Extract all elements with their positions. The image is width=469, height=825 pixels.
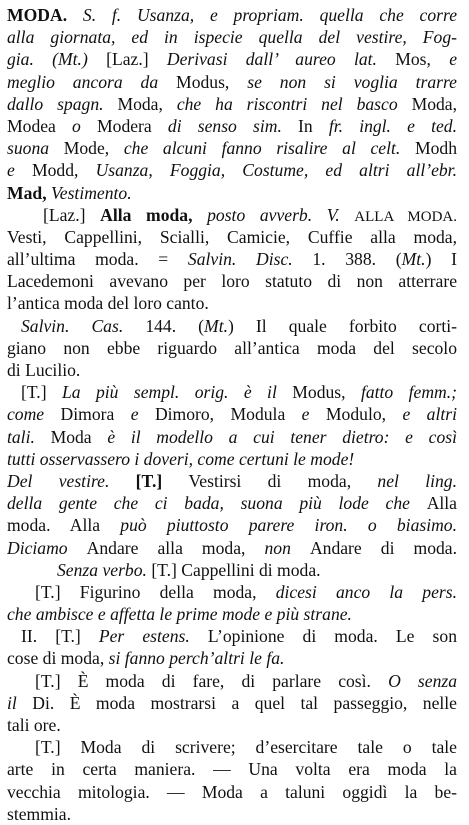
entry-line	[7, 692, 457, 714]
text-segment: giano non ebbe riguardo all’antica moda del secolo	[7, 337, 457, 358]
text-segment: stemmia.	[7, 803, 72, 824]
text-segment: [T.]	[35, 737, 81, 758]
entry-line	[7, 647, 457, 669]
entry-line	[7, 714, 457, 736]
text-segment: e	[301, 404, 326, 425]
text-segment: Figurino della moda,	[79, 581, 276, 602]
text-segment: Moda di scrivere; d’esercitare tale o tale	[80, 737, 457, 758]
text-segment: fr. ingl. e ted.	[328, 115, 457, 136]
text-segment: Senza verbo.	[57, 559, 152, 580]
text-segment: Modera	[97, 115, 168, 136]
text-segment: è il modello a cui tener dietro: e così	[107, 426, 457, 447]
entry-line	[7, 204, 457, 226]
text-segment: Dimoro,	[154, 404, 231, 425]
text-segment: [Laz.]	[43, 204, 101, 225]
text-segment: dicesi anco la pers.	[275, 581, 457, 602]
text-segment: può piuttosto parere iron. o biasimo.	[120, 515, 457, 536]
text-segment: È moda di fare, di parlare così.	[77, 670, 389, 691]
entry-line	[7, 625, 457, 647]
text-segment: ALLA MODA.	[354, 208, 457, 225]
text-segment: S. f. Usanza, e propriam. quella che corre	[67, 5, 457, 25]
text-segment: fatto femm.;	[360, 382, 457, 403]
text-segment: ) I	[425, 249, 457, 270]
entry-line	[7, 803, 457, 825]
text-segment: Salvin. Cas.	[21, 315, 146, 336]
text-segment: e	[449, 49, 457, 70]
entry-line	[7, 670, 457, 692]
text-segment: tali ore.	[7, 715, 61, 735]
text-segment: non	[264, 537, 310, 558]
text-segment: Per estens.	[98, 626, 208, 647]
text-segment: moda. Alla	[7, 515, 121, 536]
text-segment: tali.	[7, 426, 51, 447]
text-segment: L’opinione di moda. Le son	[207, 626, 457, 647]
text-segment: Alla moda,	[100, 204, 208, 225]
text-segment: [T.]	[21, 382, 62, 403]
text-segment: Modus,	[292, 382, 361, 403]
text-segment: Mode,	[63, 138, 124, 159]
text-segment: [T.]	[151, 559, 182, 580]
entry-line	[7, 71, 457, 93]
text-segment: Vestimento.	[50, 182, 132, 203]
text-segment: [T.]	[135, 470, 189, 491]
text-segment: o	[72, 115, 97, 136]
text-segment: Modula	[230, 404, 302, 425]
entry-line	[7, 559, 457, 581]
text-segment: ed altri all’ebr.	[325, 160, 457, 181]
text-segment: Modea	[7, 115, 73, 136]
text-segment: e	[130, 404, 155, 425]
text-segment: Salvin. Disc.	[187, 249, 313, 270]
text-segment: nel ling.	[377, 470, 457, 491]
entry-line	[7, 426, 457, 448]
entry-line	[7, 603, 457, 625]
entry-line	[7, 48, 457, 70]
text-segment: 1. 388. (	[312, 249, 402, 270]
text-segment: di senso sim.	[167, 115, 299, 136]
text-segment: Modd,	[31, 160, 96, 181]
entry-line	[7, 581, 457, 603]
text-segment: vecchia mitologia. — Moda a taluni oggidì la be-	[7, 781, 457, 802]
entry-line	[7, 381, 457, 403]
text-segment: Usanza, Foggia, Costume,	[95, 160, 326, 181]
text-segment: all’ultima moda. =	[7, 249, 188, 270]
text-segment: [T.]	[35, 581, 80, 602]
entry-line	[7, 292, 457, 314]
text-segment: La più sempl. orig. è il	[61, 382, 293, 403]
text-segment: Vesti, Cappellini, Scialli, Camicie, Cuffie alla moda,	[7, 226, 457, 247]
text-segment: Cappellini di moda.	[181, 559, 321, 580]
text-segment: della gente che ci bada, suona più lode che	[7, 493, 427, 514]
entry-line	[7, 448, 457, 470]
entry-line	[7, 248, 457, 270]
text-segment: gia. (Mt.)	[7, 49, 107, 70]
text-segment: che ambisce e affetta le prime mode e più strane.	[7, 604, 352, 625]
text-segment: Modulo,	[325, 404, 403, 425]
text-segment: Modus,	[176, 71, 248, 92]
text-segment: O senza	[388, 670, 457, 691]
text-segment: In	[298, 115, 329, 136]
text-segment: Mt.	[401, 249, 426, 270]
text-segment: Andare alla moda,	[86, 537, 265, 558]
entry-line	[7, 26, 457, 48]
entry-line	[7, 270, 457, 292]
text-segment: Del vestire.	[7, 470, 136, 491]
entry-line	[7, 182, 457, 204]
entry-line	[7, 337, 457, 359]
text-segment: II. [T.]	[21, 626, 99, 647]
text-segment: Vestirsi di moda,	[188, 470, 378, 491]
text-segment: e altri	[402, 404, 457, 425]
entry-line	[7, 736, 457, 758]
text-segment: che ha riscontri nel basco	[176, 93, 412, 114]
entry-line	[7, 115, 457, 137]
text-segment: suona	[7, 138, 64, 159]
text-segment: MODA.	[7, 5, 68, 25]
text-segment: Andare di moda.	[309, 537, 457, 558]
text-segment: se non si voglia trarre	[247, 71, 457, 92]
entry-line	[7, 226, 457, 248]
text-segment: [Laz.]	[106, 49, 167, 70]
entry-line	[7, 537, 457, 559]
text-segment: Di. È moda mostrarsi a quel tal passeggio, nelle	[32, 692, 457, 713]
entry-line	[7, 403, 457, 425]
text-segment: il	[7, 692, 33, 713]
text-segment: e	[7, 160, 32, 181]
text-segment: Diciamo	[7, 537, 87, 558]
entry-line	[7, 93, 457, 115]
text-segment: Modh	[414, 138, 457, 159]
entry-line	[7, 514, 457, 536]
text-segment: posto avverb. V.	[207, 204, 355, 225]
text-segment: si fanno perch’altri le fa.	[108, 648, 285, 669]
text-segment: l’antica moda del loro canto.	[7, 293, 209, 314]
entry-line	[7, 315, 457, 337]
text-segment: Moda,	[411, 93, 457, 114]
text-segment: Mos,	[395, 49, 450, 70]
entry-line	[7, 4, 457, 26]
text-segment: Moda,	[117, 93, 177, 114]
text-segment: Alla	[426, 493, 457, 514]
text-segment: Dimora	[60, 404, 131, 425]
text-segment: meglio ancora da	[7, 71, 177, 92]
text-segment: Derivasi dall’ aureo lat.	[166, 49, 396, 70]
text-segment: dallo spagn.	[7, 93, 118, 114]
text-segment: Mad,	[7, 182, 51, 203]
text-segment: Mt.	[204, 315, 228, 336]
text-segment: 144. (	[145, 315, 205, 336]
text-segment: arte in certa maniera. — Una volta era moda la	[7, 759, 457, 780]
text-segment: Lacedemoni avevano per loro statuto di non atterrare	[7, 271, 457, 292]
entry-line	[7, 137, 457, 159]
text-segment: che alcuni fanno risalire al celt.	[123, 138, 415, 159]
text-segment: come	[7, 404, 61, 425]
entry-line	[7, 359, 457, 381]
entry-line	[7, 758, 457, 780]
text-segment: ) Il quale forbito corti-	[228, 315, 457, 336]
text-segment: [T.]	[35, 670, 78, 691]
text-segment: Moda	[50, 426, 108, 447]
entry-line	[7, 492, 457, 514]
text-segment: cose di moda,	[7, 648, 109, 669]
entry-line	[7, 159, 457, 181]
text-segment: tutti osservassero i doveri, come certuni le mode!	[7, 448, 355, 469]
entry-line	[7, 781, 457, 803]
text-segment: alla giornata, ed in ispecie quella del vestire, Fog-	[7, 27, 457, 48]
text-segment: di Lucilio.	[7, 360, 81, 380]
entry-line	[7, 470, 457, 492]
